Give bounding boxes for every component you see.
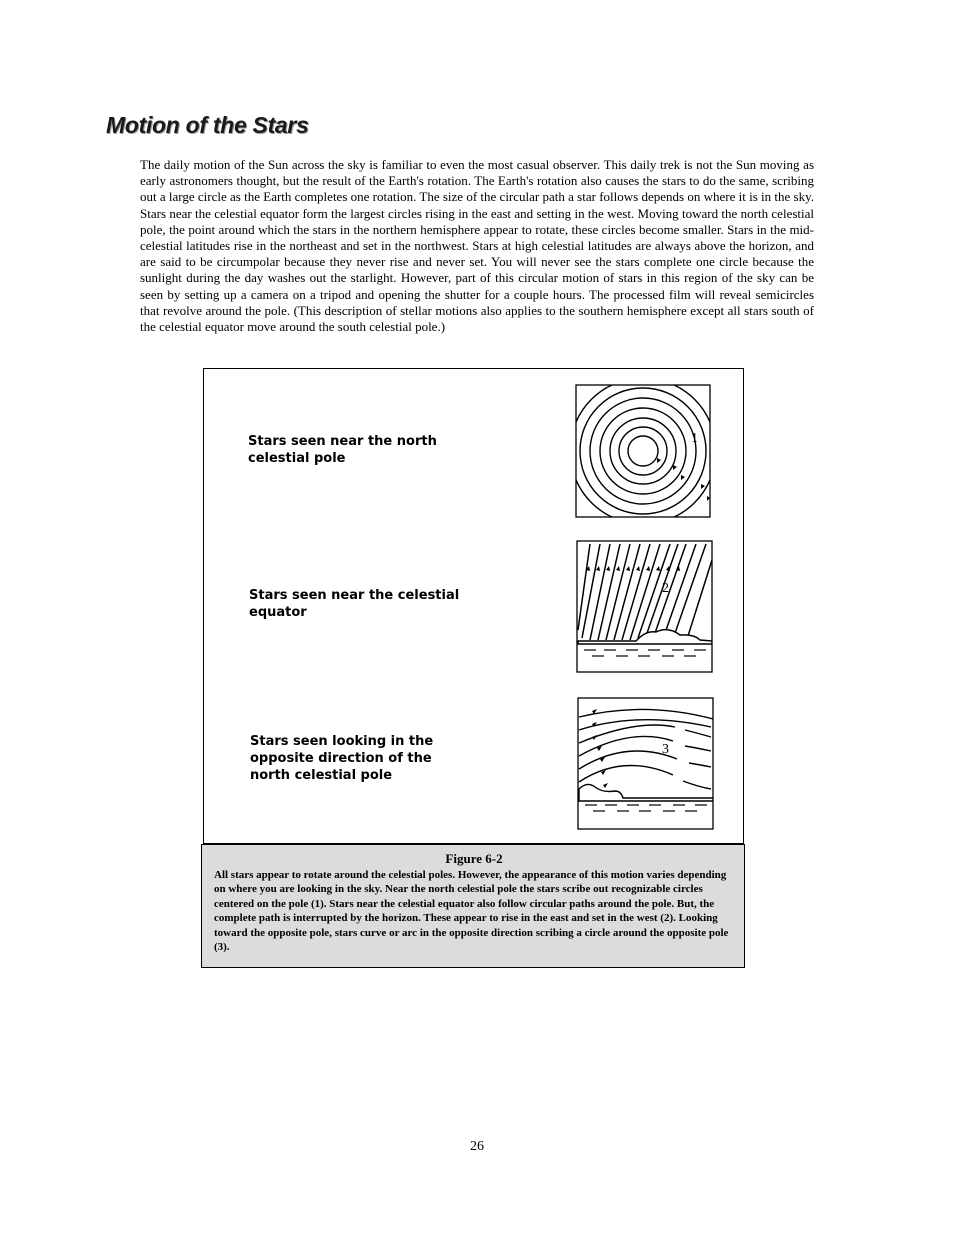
section-heading: Motion of the Stars bbox=[106, 112, 309, 138]
opposite-pole-star-trails-diagram bbox=[577, 697, 714, 830]
panel-3-number: 3 bbox=[662, 742, 669, 757]
figure-6-2 bbox=[203, 368, 744, 844]
caption-title: Figure 6-2 bbox=[445, 851, 503, 866]
panel-1-label: Stars seen near the north celestial pole bbox=[248, 434, 437, 466]
caption-text: All stars appear to rotate around the celestial poles. However, the appearance of this motion varies depending on where you are looking in the sky. Near the north celestial pole the stars scribe out recognizable circles centered on the pole (1). Stars near the celestial equator also follow circular paths around the pole. But, the complete path is interrupted by the horizon. These appear to rise in the east and set in the west (2). Looking toward the opposite pole, stars curve or arc in the opposite direction scribing a circle around the opposite pole (3). bbox=[214, 869, 729, 954]
equatorial-star-trails-diagram bbox=[576, 540, 713, 673]
panel-1-number: 1 bbox=[691, 431, 698, 446]
circumpolar-star-trails-diagram bbox=[575, 384, 711, 518]
panel-2-number: 2 bbox=[662, 581, 669, 596]
figure-caption bbox=[201, 844, 745, 968]
panel-3-label: Stars seen looking in the opposite direction of the north celestial pole bbox=[250, 734, 434, 783]
panel-2-label: Stars seen near the celestial equator bbox=[249, 588, 460, 620]
page-number: 26 bbox=[470, 1139, 484, 1154]
body-paragraph: The daily motion of the Sun across the sky is familiar to even the most casual observer. This daily trek is not the Sun moving as early astronomers thought, but the result of the Earth's rotation. The Earth's rotation also causes the stars to do the same, scribing out a large circle as the Earth completes one rotation. The size of the circular path a star follows depends on where it is in the sky. Stars near the celestial equator form the largest circles rising in the east and setting in the west. Moving toward the north celestial pole, the point around which the stars in the northern hemisphere appear to rotate, these circles become smaller. Stars in the mid-celestial latitudes rise in the northeast and set in the northwest. Stars at high celestial latitudes are always above the horizon, and are said to be circumpolar because they never rise and never set. You will never see the stars complete one circle because the sunlight during the day washes out the starlight. However, part of this circular motion of stars in this region of the sky can be seen by setting up a camera on a tripod and opening the shutter for a couple hours. The processed film will reveal semicircles that revolve around the pole. (This description of stellar motions also applies to the southern hemisphere except all stars south of the celestial equator move around the south celestial pole.) bbox=[140, 157, 814, 335]
